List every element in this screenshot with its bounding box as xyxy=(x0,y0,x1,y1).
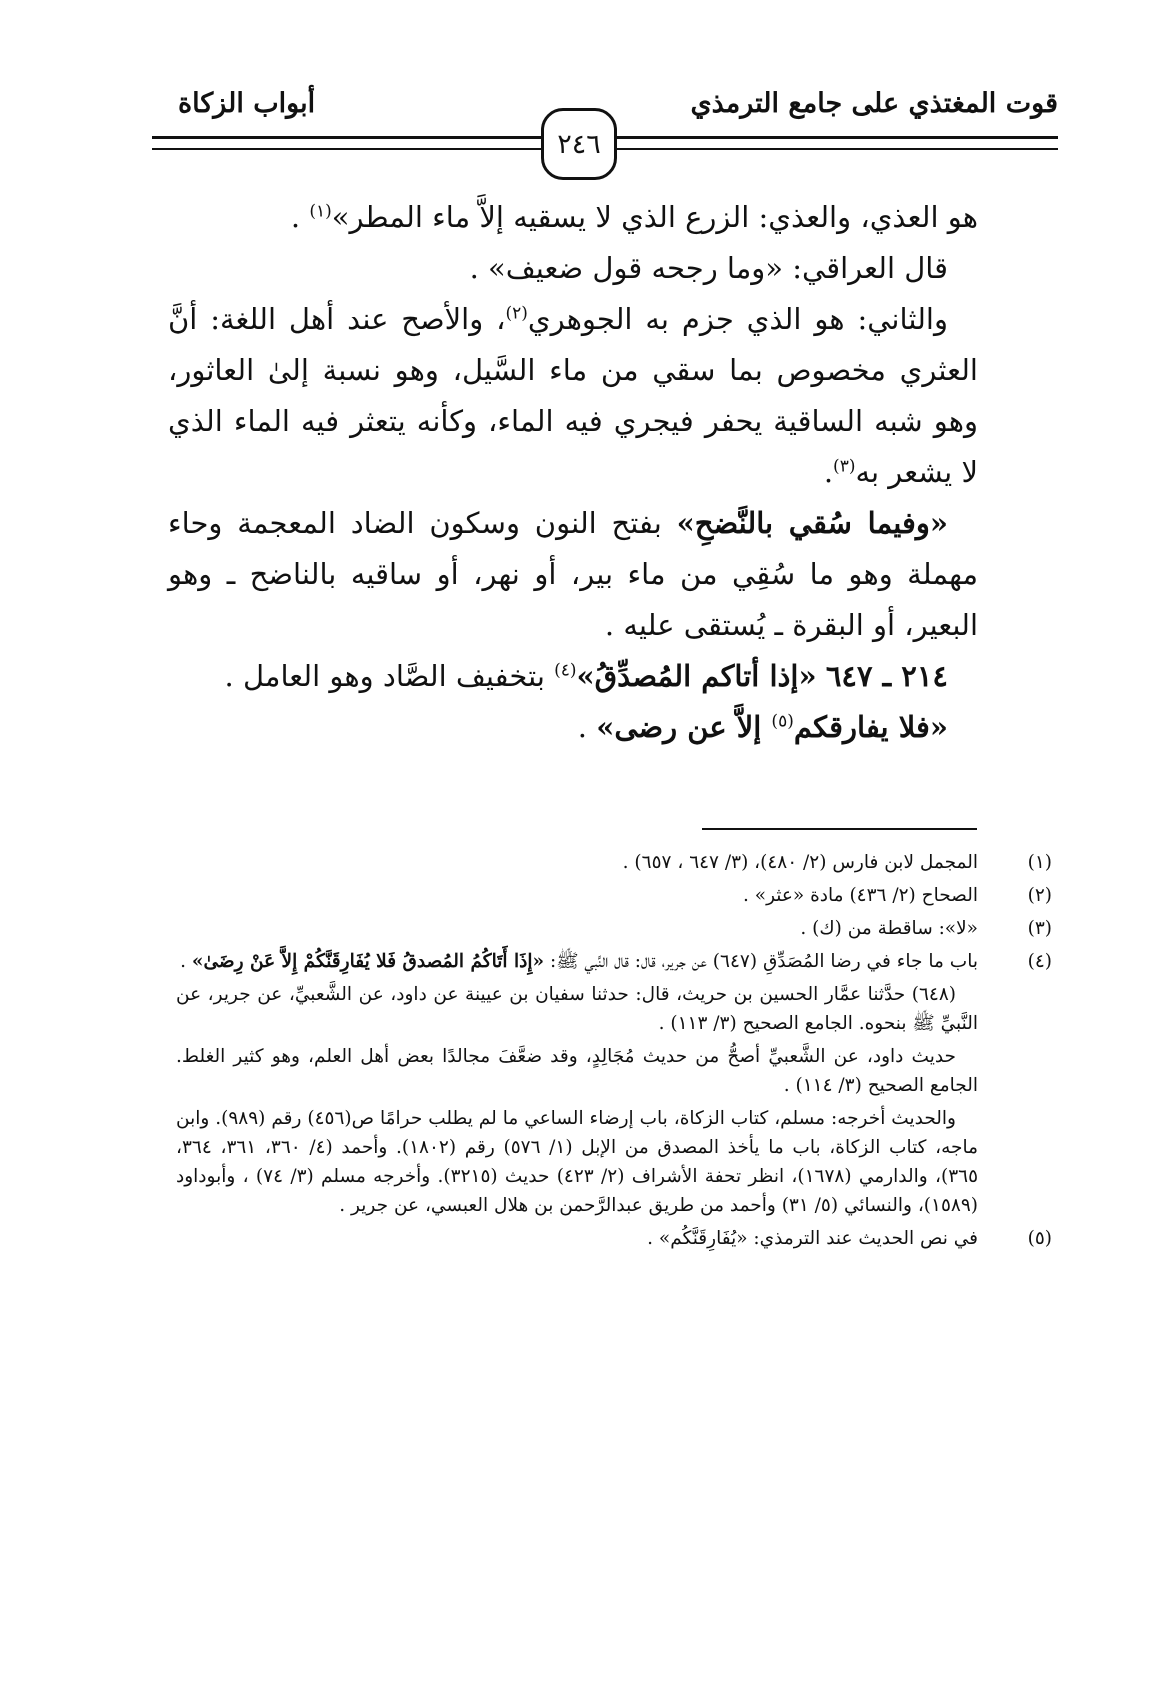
paragraph-4 xyxy=(168,498,978,651)
paragraph-3-end: . xyxy=(823,455,834,489)
hadith-phrase-nadh: «وفيما سُقي بالنَّضحِ» xyxy=(676,506,949,540)
footnote-4-hadith-quote: «إِذَا أَتَاكُمُ المُصدقُ فَلا يُفَارِقَنَّكُمْ إِلاَّ عَنْ رِضَىٰ» xyxy=(191,951,545,972)
footnote-ref-3: (٣) xyxy=(833,456,856,477)
footnote-ref-4: (٤) xyxy=(554,660,577,681)
footnotes xyxy=(176,848,1052,1257)
footnote-4-text-a: باب ما جاء في رضا المُصَدِّقِ (٦٤٧) عن جرير، قال: قال النَّبي ﷺ: xyxy=(544,951,978,972)
running-head-chapter-title: أبواب الزكاة xyxy=(178,88,316,119)
footnote-4-paragraph-4: والحديث أخرجه: مسلم، كتاب الزكاة، باب إرضاء الساعي ما لم يطلب حرامًا ص(٤٥٦) رقم (٩٨٩). وابن ماجه، كتاب الزكاة، باب ما يأخذ المصدق من الإبل (١/ ٥٧٦) رقم (١٨٠٢). وأحمد (٤/ ٣٦٠، ٣٦١، ٣٦٤، ٣٦٥)، والدارمي (١٦٧٨)، انظر تحفة الأشراف (٢/ ٤٢٣) حديث (٣٢١٥). وأخرجه مسلم (٣/ ٧٤) ، وأبوداود (١٥٨٩)، والنسائي (٥/ ٣١) وأحمد من طريق عبدالرَّحمن بن هلال العبسي، عن جرير . xyxy=(176,1108,979,1216)
footnote-1-number: (١) xyxy=(1027,852,1052,873)
footnote-ref-2: (٢) xyxy=(505,303,528,324)
footnote-5-number: (٥) xyxy=(1027,1228,1052,1249)
footnote-separator xyxy=(702,828,977,830)
header-rule-left xyxy=(152,136,542,150)
paragraph-5 xyxy=(168,651,978,702)
footnote-5 xyxy=(176,1224,1052,1253)
paragraph-4-text: بفتح النون وسكون الضاد المعجمة وحاء مهملة وهو ما سُقِي من ماء بير، أو نهر، أو ساقيه بالناضح ـ وهو البعير، أو البقرة ـ يُستقى عليه . xyxy=(168,506,978,642)
footnote-3-number: (٣) xyxy=(1027,918,1052,939)
main-text xyxy=(168,192,978,753)
paragraph-1 xyxy=(168,192,978,243)
footnote-4-paragraph-3: حديث داود، عن الشَّعبيِّ أصحُّ من حديث مُجَالِدٍ، وقد ضعَّفَ مجالدًا بعض أهل العلم، وهو كثير الغلط. الجامع الصحيح (٣/ ١١٤) . xyxy=(176,1046,978,1096)
footnote-3-text: «لا»: ساقطة من (ك) . xyxy=(800,918,978,939)
footnote-4-text-c: . xyxy=(180,951,192,972)
footnote-ref-1: (١) xyxy=(309,201,332,222)
running-head-book-title: قوت المغتذي على جامع الترمذي xyxy=(690,88,1058,119)
footnote-1 xyxy=(176,848,1052,877)
paragraph-3 xyxy=(168,294,978,498)
paragraph-6-end: . xyxy=(577,710,597,744)
footnote-2-text: الصحاح (٢/ ٤٣٦) مادة «عثر» . xyxy=(742,885,978,906)
footnote-2 xyxy=(176,881,1052,910)
hadith-number: ٢١٤ ـ ٦٤٧ xyxy=(825,659,948,693)
footnote-1-text: المجمل لابن فارس (٢/ ٤٨٠)، (٣/ ٦٤٧ ، ٦٥٧) . xyxy=(622,852,978,873)
paragraph-2: قال العراقي: «وما رجحه قول ضعيف» . xyxy=(469,251,948,285)
paragraph-5-text: بتخفيف الصَّاد وهو العامل . xyxy=(224,659,555,693)
hadith-phrase-yufariqakum-b: إلاَّ عن رضى» xyxy=(596,710,772,744)
footnote-5-text: في نص الحديث عند الترمذي: «يُفَارِقَنَّكُم» . xyxy=(647,1228,978,1249)
paragraph-3-text-a: والثاني: هو الذي جزم به الجوهري xyxy=(527,302,948,336)
paragraph-1-text: هو العذي، والعذي: الزرع الذي لا يسقيه إلاَّ ماء المطر» xyxy=(331,200,978,234)
page-number: ٢٤٦ xyxy=(541,108,617,180)
footnote-4-number: (٤) xyxy=(1027,951,1052,972)
paragraph-3-text-b: ، والأصح عند أهل اللغة: أنَّ العثري مخصوص بما سقي من ماء السَّيل، وهو نسبة إلىٰ العاثور، وهو شبه الساقية يحفر فيجري فيه الماء، وكأنه يتعثر فيه الماء الذي لا يشعر به xyxy=(168,302,978,489)
paragraph-6 xyxy=(168,702,978,753)
footnote-4-paragraph-2: (٦٤٨) حدَّثنا عمَّار الحسين بن حريث، قال: حدثنا سفيان بن عيينة عن داود، عن الشَّعبيِّ، عن جرير، عن النَّبيِّ ﷺ بنحوه. الجامع الصحيح (٣/ ١١٣) . xyxy=(176,984,978,1034)
footnote-ref-5: (٥) xyxy=(771,711,794,732)
footnote-3 xyxy=(176,914,1052,943)
paragraph-1-end: . xyxy=(290,200,310,234)
footnote-2-number: (٢) xyxy=(1027,885,1052,906)
footnote-4-text xyxy=(176,947,978,976)
header-rule-right xyxy=(612,136,1058,150)
footnote-4 xyxy=(176,947,1052,976)
hadith-phrase-yufariqakum-a: «فلا يفارقكم xyxy=(793,710,948,744)
hadith-phrase-musaddiq: «إذا أتاكم المُصدِّقُ» xyxy=(576,659,817,693)
